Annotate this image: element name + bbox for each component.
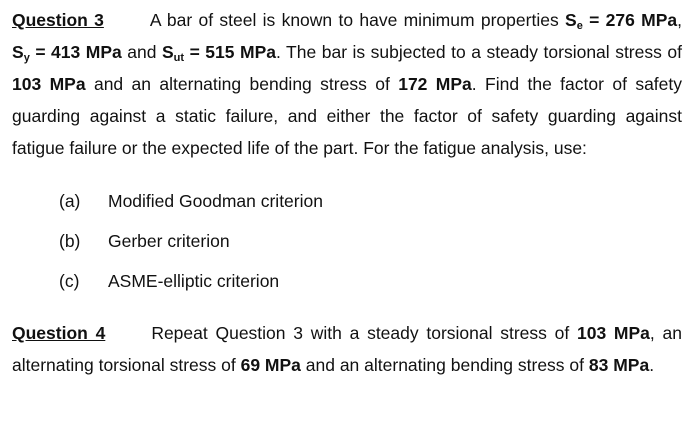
list-item: [12, 261, 682, 301]
sut-subscript: ut: [173, 52, 185, 64]
q3-text-4: . The bar is subjected to a steady torsional stress of: [276, 42, 682, 62]
q3-text-3: and: [121, 42, 162, 62]
q3-text-1: A bar of steel is known to have minimum properties: [149, 10, 565, 30]
q4-text-3: and an alternating bending stress of: [300, 355, 589, 375]
se-subscript: e: [576, 20, 583, 32]
sy-value: = 413 MPa: [29, 42, 122, 62]
q3-text-2: ,: [677, 10, 682, 30]
q4-alternating-torsional-stress: 69 MPa: [240, 355, 301, 375]
criteria-list: [12, 181, 682, 301]
sut-symbol: S: [161, 42, 174, 62]
sut-value: = 515 MPa: [184, 42, 276, 62]
question-4-paragraph: [12, 317, 682, 381]
question-3-paragraph: [12, 4, 682, 164]
list-item-text: Gerber criterion: [108, 231, 230, 251]
sy-symbol: S: [12, 42, 24, 62]
se-value: = 276 MPa: [582, 10, 678, 30]
list-item: [12, 221, 682, 261]
se-symbol: S: [565, 10, 577, 30]
q3-torsional-stress: 103 MPa: [12, 74, 86, 94]
q3-bending-stress: 172 MPa: [398, 74, 472, 94]
q4-torsional-stress: 103 MPa: [577, 323, 650, 343]
q4-text-2: , an alternating torsional stress of: [12, 323, 682, 375]
sy-subscript: y: [23, 52, 30, 64]
list-marker: (c): [59, 271, 80, 291]
q3-text-6: . Find the factor of safety guarding against a static failure, and either the factor of safety guarding against fatigue failure or the expected life of the part. For the fatigue analysis, use:: [12, 74, 683, 158]
q4-text-4: .: [649, 355, 655, 375]
question-3-heading: Question 3: [12, 10, 104, 30]
question-4-heading: Question 4: [12, 323, 106, 343]
q4-bending-stress: 83 MPa: [588, 355, 650, 375]
q4-text-1: Repeat Question 3 with a steady torsional stress of: [151, 323, 577, 343]
list-item-text: ASME-elliptic criterion: [108, 271, 280, 291]
list-marker: (b): [59, 231, 81, 251]
sy-property: [12, 42, 122, 62]
list-marker: (a): [59, 191, 81, 211]
list-item-text: Modified Goodman criterion: [108, 191, 323, 211]
se-property: [565, 10, 677, 30]
q3-text-5: and an alternating bending stress of: [85, 74, 399, 94]
list-item: [12, 181, 682, 221]
sut-property: [162, 42, 276, 62]
